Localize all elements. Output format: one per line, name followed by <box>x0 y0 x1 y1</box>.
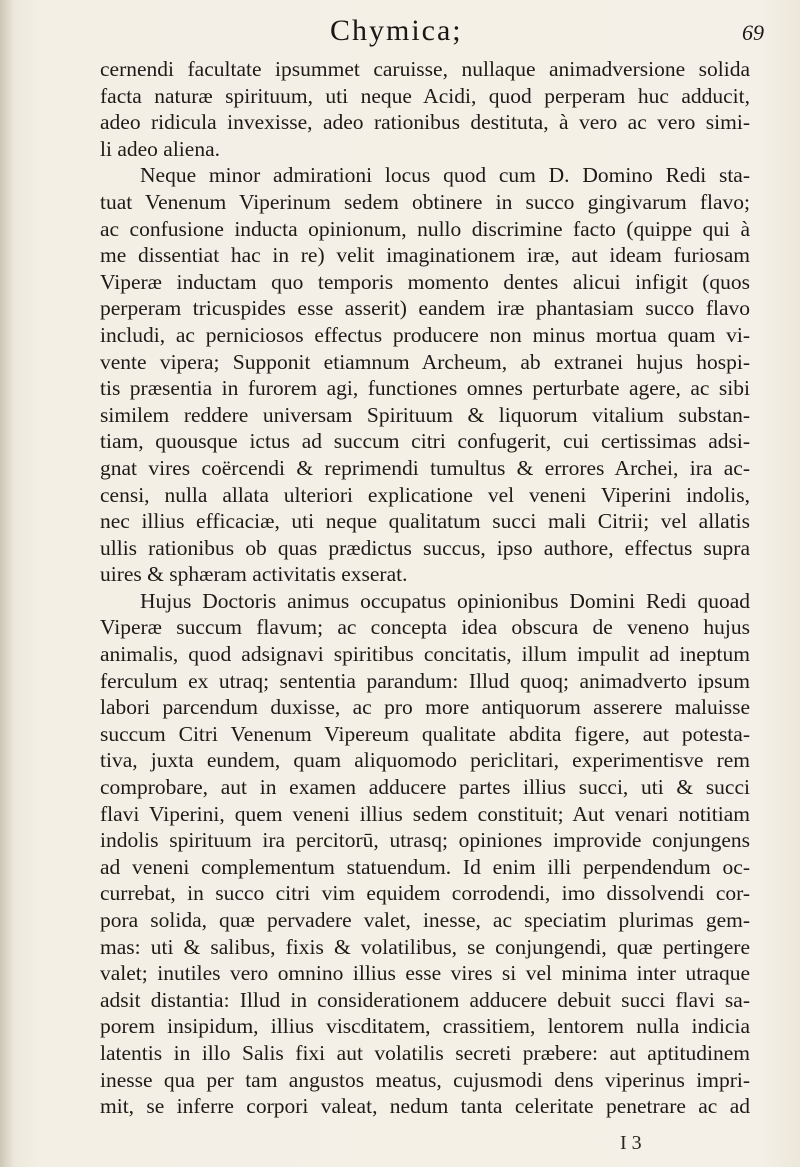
text-line: ac confusione inducta opinionum, nullo discrimine facto (quippe qui à <box>100 216 750 241</box>
text-line: valet; inutiles vero omnino illius esse vires si vel minima inter utraque <box>100 961 750 986</box>
text-line: censi, nulla allata ulteriori explicatione vel veneni Viperini indolis, <box>100 482 750 507</box>
text-line: nec illius efficaciæ, uti neque qualitatum succi mali Citrii; vel allatis <box>100 509 750 534</box>
page-header <box>0 14 800 54</box>
text-line: comprobare, aut in examen adducere partes illius succi, uti & succi <box>100 775 750 800</box>
text-line: Viperæ succum flavum; ac concepta idea obscura de veneno hujus <box>100 615 750 640</box>
text-line: perperam tricuspides esse asserit) eandem iræ phantasiam succo flavo <box>100 296 750 321</box>
text-line: mas: uti & salibus, fixis & volatilibus, se conjungendi, quæ pertingere <box>100 934 750 959</box>
text-line: labori parcendum duxisse, ac pro more antiquorum asserere maluisse <box>100 695 750 720</box>
body-text <box>100 56 750 1120</box>
signature-mark: I 3 <box>620 1132 642 1154</box>
text-line: tiva, juxta eundem, quam aliquomodo periclitari, experimentisve rem <box>100 748 750 773</box>
text-line: currebat, in succo citri vim equidem corrodendi, imo dissolvendi cor- <box>100 881 750 906</box>
text-line: latentis in illo Salis fixi aut volatilis secreti præbere: aut aptitudinem <box>100 1040 750 1065</box>
text-line: succum Citri Venenum Vipereum qualitate abdita figere, aut potesta- <box>100 721 750 746</box>
text-line: inesse qua per tam angustos meatus, cujusmodi dens viperinus impri- <box>100 1067 750 1092</box>
text-line: tis præsentia in furorem agi, functiones omnes perturbate agere, ac sibi <box>100 376 750 401</box>
text-line: gnat vires coërcendi & reprimendi tumultus & errores Archei, ira ac- <box>100 455 750 480</box>
text-line: Hujus Doctoris animus occupatus opinionibus Domini Redi quoad <box>140 588 750 613</box>
text-line: ad veneni complementum statuendum. Id enim illi perpendendum oc- <box>100 854 750 879</box>
page-number: 69 <box>742 20 764 45</box>
text-line: uires & sphæram activitatis exserat. <box>100 562 408 587</box>
text-line: ferculum ex utraq; sententia parandum: Illud quoq; animadverto ipsum <box>100 668 750 693</box>
binding-shadow <box>0 0 14 1167</box>
text-line: Viperæ inductam quo temporis momento dentes alicui infigit (quos <box>100 269 750 294</box>
running-head: Chymica; <box>330 14 463 47</box>
text-line: adsit distantia: Illud in considerationem adducere debuit succi flavi sa- <box>100 987 750 1012</box>
text-line: li adeo aliena. <box>100 136 220 161</box>
text-line: vente vipera; Supponit etiamnum Archeum, ab extranei hujus hospi- <box>100 349 750 374</box>
text-line: mit, se inferre corpori valeat, nedum tanta celeritate penetrare ac ad <box>100 1094 750 1119</box>
text-line: Neque minor admirationi locus quod cum D. Domino Redi sta- <box>140 163 750 188</box>
text-line: pora solida, quæ pervadere valet, inesse, ac speciatim plurimas gem- <box>100 908 750 932</box>
text-line: flavi Viperini, quem veneni illius sedem constituit; Aut venari notitiam <box>100 801 750 826</box>
text-line: animalis, quod adsignavi spiritibus concitatis, illum impulit ad ineptum <box>100 642 750 667</box>
text-line: includi, ac perniciosos effectus producere non minus mortua quam vi- <box>100 322 750 347</box>
text-line: tiam, quousque ictus ad succum citri confugerit, cui certissimas adsi- <box>100 429 750 454</box>
text-line: adeo ridicula invexisse, adeo rationibus destituta, à vero ac vero simi- <box>100 110 750 135</box>
text-line: facta naturæ spirituum, uti neque Acidi, quod perperam huc adducit, <box>100 83 750 108</box>
text-line: cernendi facultate ipsummet caruisse, nullaque animadversione solida <box>100 57 750 81</box>
text-line: ullis rationibus ob quas prædictus succus, ipso authore, effectus supra <box>100 535 750 560</box>
text-line: me dissentiat hac in re) velit imaginationem iræ, aut ideam furiosam <box>100 243 750 268</box>
text-line: tuat Venenum Viperinum sedem obtinere in succo gingivarum flavo; <box>100 189 750 214</box>
text-line: porem insipidum, illius viscditatem, crassitiem, lentorem nulla indicia <box>100 1014 750 1039</box>
text-line: similem reddere universam Spirituum & liquorum vitalium substan- <box>100 402 750 427</box>
text-line: indolis spirituum ira percitorū, utrasq; opiniones improvide conjungens <box>100 828 750 853</box>
